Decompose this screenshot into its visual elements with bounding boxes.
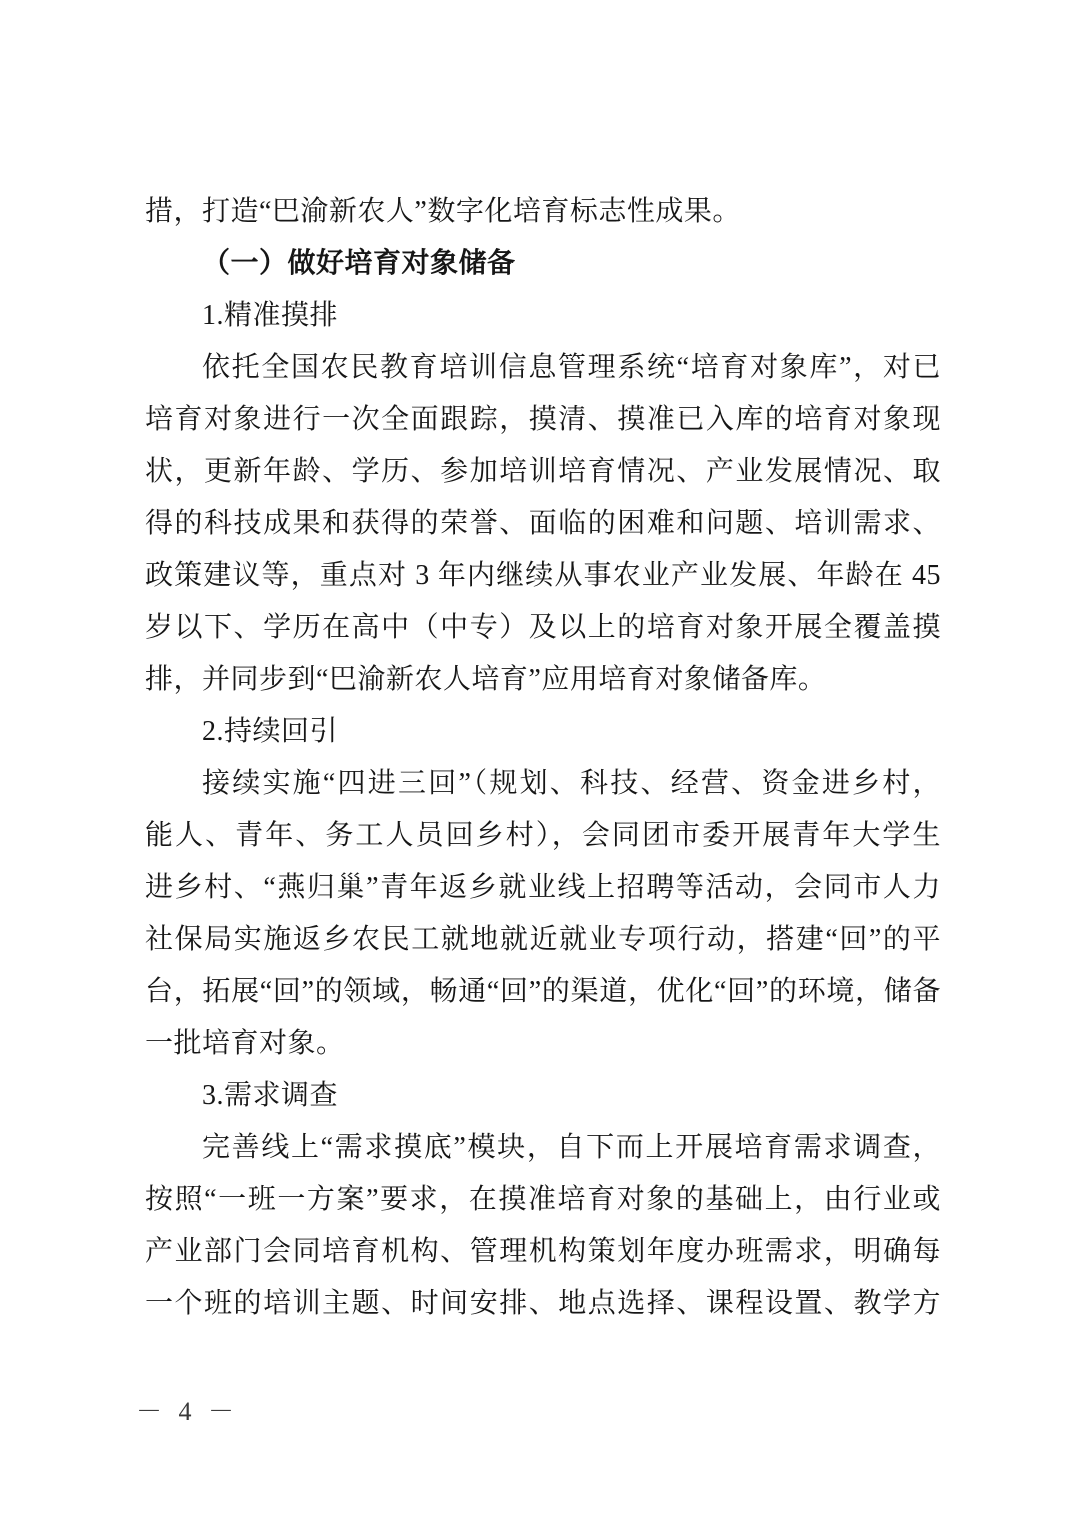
text-line: 排，并同步到“巴渝新农人培育”应用培育对象储备库。 [145, 664, 827, 695]
text-line: 产业部门会同培育机构、管理机构策划年度办班需求，明确每 [145, 1236, 941, 1267]
text-line: 措，打造“巴渝新农人”数字化培育标志性成果。 [145, 196, 741, 227]
text-line: 能人、青年、务工人员回乡村），会同团市委开展青年大学生 [145, 820, 941, 851]
subsection-heading-1: 1.精准摸排 [202, 300, 339, 331]
section-heading: （一）做好培育对象储备 [202, 248, 516, 279]
text-line: 状，更新年龄、学历、参加培训培育情况、产业发展情况、取 [145, 456, 941, 487]
text-line: 政策建议等，重点对 3 年内继续从事农业产业发展、年龄在 45 [145, 560, 941, 591]
text-line: 得的科技成果和获得的荣誉、面临的困难和问题、培训需求、 [145, 508, 941, 539]
text-line: 岁以下、学历在高中（中专）及以上的培育对象开展全覆盖摸 [145, 612, 941, 643]
text-line: 社保局实施返乡农民工就地就近就业专项行动，搭建“回”的平 [145, 924, 941, 955]
text-line: 按照“一班一方案”要求，在摸准培育对象的基础上，由行业或 [145, 1184, 941, 1215]
text-line: 依托全国农民教育培训信息管理系统“培育对象库”，对已 [202, 352, 941, 383]
text-line: 进乡村、“燕归巢”青年返乡就业线上招聘等活动，会同市人力 [145, 872, 941, 903]
text-line: 一批培育对象。 [145, 1028, 345, 1059]
text-line: 台，拓展“回”的领域，畅通“回”的渠道，优化“回”的环境，储备 [145, 976, 941, 1007]
page-number: － 4 － [136, 1397, 240, 1426]
text-line: 一个班的培训主题、时间安排、地点选择、课程设置、教学方 [145, 1288, 941, 1319]
subsection-heading-3: 3.需求调查 [202, 1080, 339, 1111]
text-line: 接续实施“四进三回”（规划、科技、经营、资金进乡村， [202, 768, 941, 799]
document-text-block [145, 186, 941, 1330]
text-line: 完善线上“需求摸底”模块，自下而上开展培育需求调查， [202, 1132, 941, 1163]
subsection-heading-2: 2.持续回引 [202, 716, 339, 747]
text-line: 培育对象进行一次全面跟踪，摸清、摸准已入库的培育对象现 [145, 404, 941, 435]
